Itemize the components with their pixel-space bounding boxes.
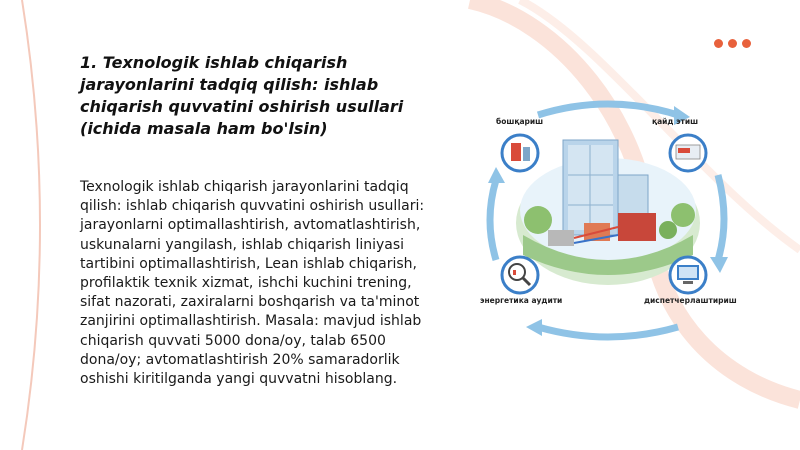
metering-icon [670, 135, 706, 171]
dot-icon [714, 39, 723, 48]
dot-icon [742, 39, 751, 48]
slide-body-text: Texnologik ishlab chiqarish jarayonlarini tadqiq qilish: ishlab chiqarish quvvatini oshirish usullari: jarayonlarni optimallashtirish, avtomatlashtirish, uskunalarni yangilash, ishlab chiqarish liniyasi tartibini optimallashtirish, Lean ishlab chiqarish, profilaktik texnik xizmat, ishchi kuchini trening, sifat nazorati, zaxiralarni boshqarish va ta'minot zanjirini optimallashtirish. Masala: mavjud ishlab chiqarish quvvati 5000 dona/oy, talab 6500 dona/oy; avtomatlashtirish 20% samaradorlik oshishi kiritilganda yangi quvvatni hisoblang. [80, 179, 425, 388]
slide-title: 1. Texnologik ishlab chiqarish jarayonlarini tadqiq qilish: ishlab chiqarish quvvatini oshirish usullari (ichida masala ham bo'lsin) [80, 53, 404, 138]
label-dispatching: диспетчерлаштириш [644, 296, 737, 305]
diagram-illustration [478, 95, 738, 345]
dot-icon [728, 39, 737, 48]
decorative-dots [714, 39, 751, 48]
energy-audit-icon [502, 257, 538, 293]
dispatching-icon [670, 257, 706, 293]
control-icon [502, 135, 538, 171]
label-metering: қайд этиш [652, 117, 699, 126]
label-control: бошқариш [496, 117, 544, 126]
energy-management-diagram [478, 95, 738, 345]
label-energy-audit: энергетика аудити [480, 296, 563, 305]
